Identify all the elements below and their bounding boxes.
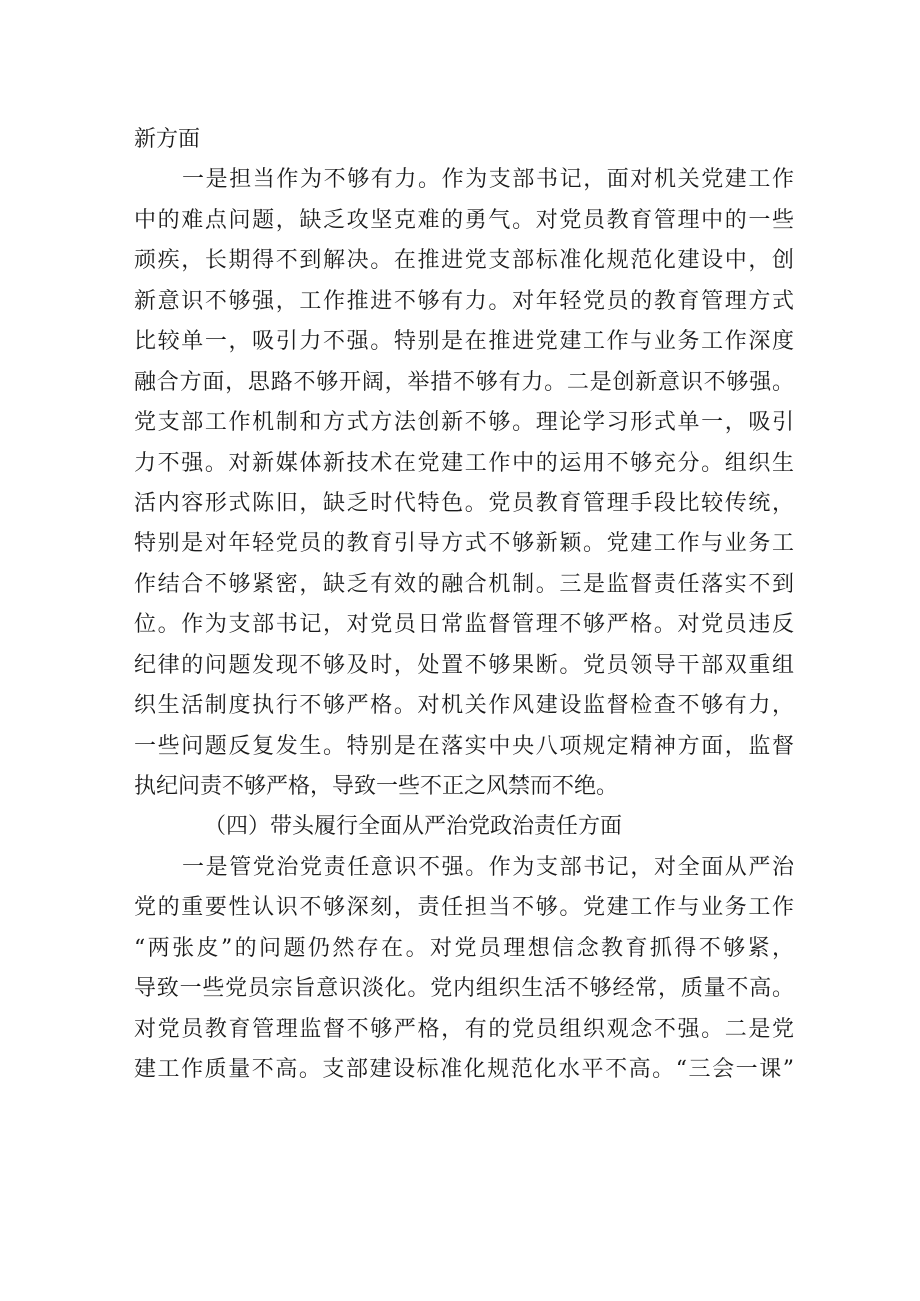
text-line: 融合方面，思路不够开阔，举措不够有力。二是创新意识不够强。 [134, 369, 794, 395]
paragraph-start-line: 一是管党治党责任意识不强。作为支部书记，对全面从严治 [182, 854, 794, 880]
text-line: 位。作为支部书记，对党员日常监督管理不够严格。对党员违反 [134, 612, 794, 638]
text-line: 织生活制度执行不够严格。对机关作风建设监督检查不够有力， [134, 693, 794, 719]
text-line: 执纪问责不够严格，导致一些不正之风禁而不绝。 [134, 774, 619, 799]
body-text [134, 120, 794, 1091]
text-line: 新意识不够强，工作推进不够有力。对年轻党员的教育管理方式 [134, 288, 794, 314]
text-line: 特别是对年轻党员的教育引导方式不够新颖。党建工作与业务工 [134, 531, 794, 557]
text-line: 活内容形式陈旧，缺乏时代特色。党员教育管理手段比较传统， [134, 490, 794, 516]
text-line: 力不强。对新媒体新技术在党建工作中的运用不够充分。组织生 [134, 450, 794, 476]
section-heading: （四）带头履行全面从严治党政治责任方面 [204, 814, 623, 840]
text-line: 一些问题反复发生。特别是在落实中央八项规定精神方面，监督 [134, 733, 794, 759]
text-line: 党支部工作机制和方式方法创新不够。理论学习形式单一，吸引 [134, 410, 794, 436]
text-line: 新方面 [134, 127, 201, 152]
text-line: 党的重要性认识不够深刻，责任担当不够。党建工作与业务工作 [134, 895, 794, 921]
text-line: 顽疾，长期得不到解决。在推进党支部标准化规范化建设中，创 [134, 248, 794, 274]
text-line: 中的难点问题，缺乏攻坚克难的勇气。对党员教育管理中的一些 [134, 207, 794, 233]
text-line: 作结合不够紧密，缺乏有效的融合机制。三是监督责任落实不到 [134, 571, 794, 597]
text-line: 建工作质量不高。支部建设标准化规范化水平不高。“三会一课” [134, 1057, 794, 1083]
text-line: 导致一些党员宗旨意识淡化。党内组织生活不够经常，质量不高。 [134, 976, 794, 1002]
text-line: 对党员教育管理监督不够严格，有的党员组织观念不强。二是党 [134, 1016, 794, 1042]
text-line: 纪律的问题发现不够及时，处置不够果断。党员领导干部双重组 [134, 652, 794, 678]
paragraph-start-line: 一是担当作为不够有力。作为支部书记，面对机关党建工作 [182, 167, 794, 193]
text-line: “两张皮”的问题仍然存在。对党员理想信念教育抓得不够紧， [134, 935, 794, 961]
text-line: 比较单一，吸引力不强。特别是在推进党建工作与业务工作深度 [134, 329, 794, 355]
